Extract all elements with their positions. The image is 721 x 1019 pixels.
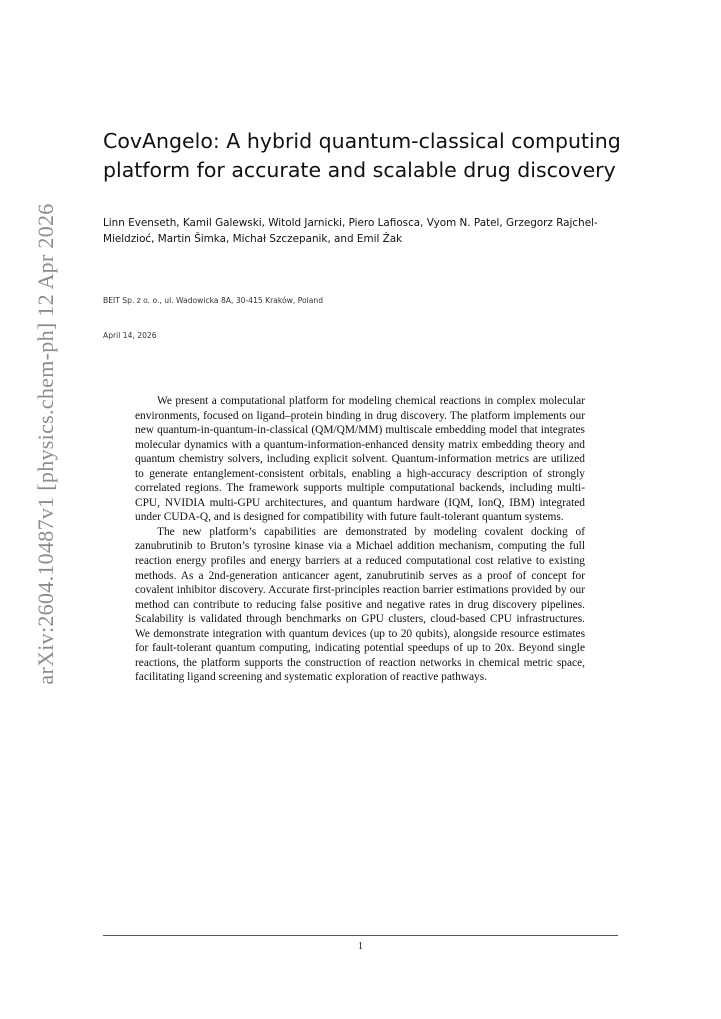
footer-divider bbox=[103, 935, 618, 936]
paper-title: CovAngelo: A hybrid quantum-classical computing platform for accurate and scalable drug discovery bbox=[103, 129, 621, 182]
affiliation: BEIT Sp. z o. o., ul. Wadowicka 8A, 30-415 Kraków, Poland bbox=[103, 296, 324, 305]
abstract bbox=[135, 394, 585, 685]
page-number: 1 bbox=[358, 941, 363, 952]
author-list: Linn Evenseth, Kamil Galewski, Witold Jarnicki, Piero Lafiosca, Vyom N. Patel, Grzegorz Rajchel-Mieldzioć, Martin Šimka, Michał Szczepanik, and Emil Żak bbox=[103, 217, 598, 245]
arxiv-identifier-stamp: arXiv:2604.10487v1 [physics.chem-ph] 12 Apr 2026 bbox=[33, 203, 58, 685]
abstract-paragraph-2: The new platform’s capabilities are demonstrated by modeling covalent docking of zanubrutinib to Bruton’s tyrosine kinase via a Michael addition mechanism, computing the full reaction energy profiles and energy barriers at a reduced computational cost relative to existing methods. As a 2nd-generation anticancer agent, zanubrutinib serves as a proof of concept for covalent inhibitor discovery. Accurate first-principles reaction barrier estimations provided by our method can contribute to reducing false positive and negative rates in drug discovery pipelines. Scalability is validated through benchmarks on GPU clusters, cloud-based CPU infrastructures. We demonstrate integration with quantum devices (up to 20 qubits), alongside resource estimates for fault-tolerant quantum computing, indicating potential speedups of up to 20x. Beyond single reactions, the platform supports the construction of reaction networks in chemical metric space, facilitating ligand screening and systematic exploration of reactive pathways. bbox=[135, 525, 585, 684]
abstract-paragraph-1: We present a computational platform for modeling chemical reactions in complex molecular environments, focused on ligand–protein binding in drug discovery. The platform implements our new quantum-in-quantum-in-classical (QM/QM/MM) multiscale embedding model that integrates molecular dynamics with a quantum-information-enhanced density matrix embedding theory and quantum chemistry solvers, including explicit solvent. Quantum-information metrics are utilized to generate entanglement-consistent orbitals, enabling a high-accuracy description of strongly correlated regions. The framework supports multiple computational backends, including multi-CPU, NVIDIA multi-GPU architectures, and quantum hardware (IQM, IonQ, IBM) integrated under CUDA-Q, and is designed for compatibility with future fault-tolerant quantum systems. bbox=[135, 395, 585, 524]
publication-date: April 14, 2026 bbox=[103, 331, 157, 340]
